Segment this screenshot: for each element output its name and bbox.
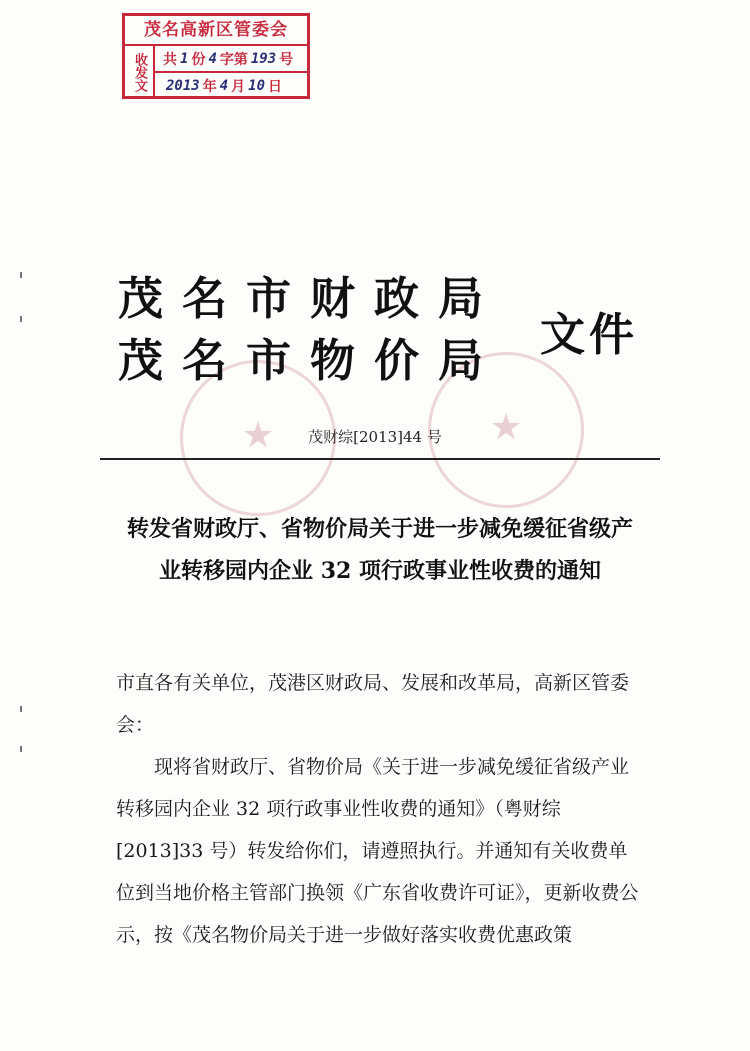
- stamp-handwritten-copies: 1: [180, 50, 189, 67]
- title-line-2: 业转移园内企业 32 项行政事业性收费的通知: [159, 558, 601, 584]
- stamp-handwritten-month: 4: [219, 77, 229, 94]
- title-line-1: 转发省财政厅、省物价局关于进一步减免缓征省级产: [126, 516, 633, 542]
- stamp-text: 号: [279, 51, 294, 68]
- stamp-row-copies: [155, 46, 307, 73]
- header-divider: [100, 458, 660, 460]
- document-body: [116, 662, 646, 956]
- official-seal: ★: [428, 352, 584, 508]
- stamp-text: 月: [231, 78, 246, 95]
- document-title: [110, 508, 650, 592]
- issuing-org-price: 茂名市物价局: [118, 334, 503, 387]
- stamp-handwritten-day: 10: [248, 77, 266, 94]
- stamp-handwritten-serial: 193: [250, 50, 277, 67]
- margin-speck: [20, 316, 22, 322]
- stamp-row-date: [155, 73, 307, 98]
- stamp-label-text: 收发文: [132, 52, 147, 92]
- margin-speck: [20, 746, 22, 752]
- document-type: 文件: [540, 308, 639, 361]
- stamp-handwritten-num: 4: [208, 50, 217, 67]
- stamp-handwritten-year: 2013: [166, 77, 200, 94]
- document-number: 茂财综[2013]44 号: [308, 428, 442, 446]
- stamp-label: [125, 46, 155, 98]
- issuing-org-finance: 茂名市财政局: [118, 272, 503, 325]
- margin-speck: [20, 272, 22, 278]
- stamp-text: 字第: [219, 51, 248, 68]
- body-paragraph: 现将省财政厅、省物价局《关于进一步减免缓征省级产业转移园内企业 32 项行政事业性收费的通知》（粤财综[2013]33 号）转发给你们，请遵照执行。并通知有关收费单位到当地价格主管部门换领《广东省收费许可证》，更新收费公示，按《茂名物价局关于进一步做好落实收费优惠政策: [116, 756, 639, 946]
- stamp-text: 共: [163, 51, 177, 68]
- stamp-text: 日: [268, 78, 283, 95]
- official-seal: ★: [180, 360, 336, 516]
- stamp-text: 份: [191, 51, 206, 68]
- stamp-text: 年: [202, 78, 217, 95]
- stamp-title: 茂名高新区管委会: [125, 16, 307, 46]
- receipt-stamp: [122, 13, 310, 99]
- salutation: 市直各有关单位，茂港区财政局、发展和改革局，高新区管委会：: [116, 672, 630, 736]
- margin-speck: [20, 706, 22, 712]
